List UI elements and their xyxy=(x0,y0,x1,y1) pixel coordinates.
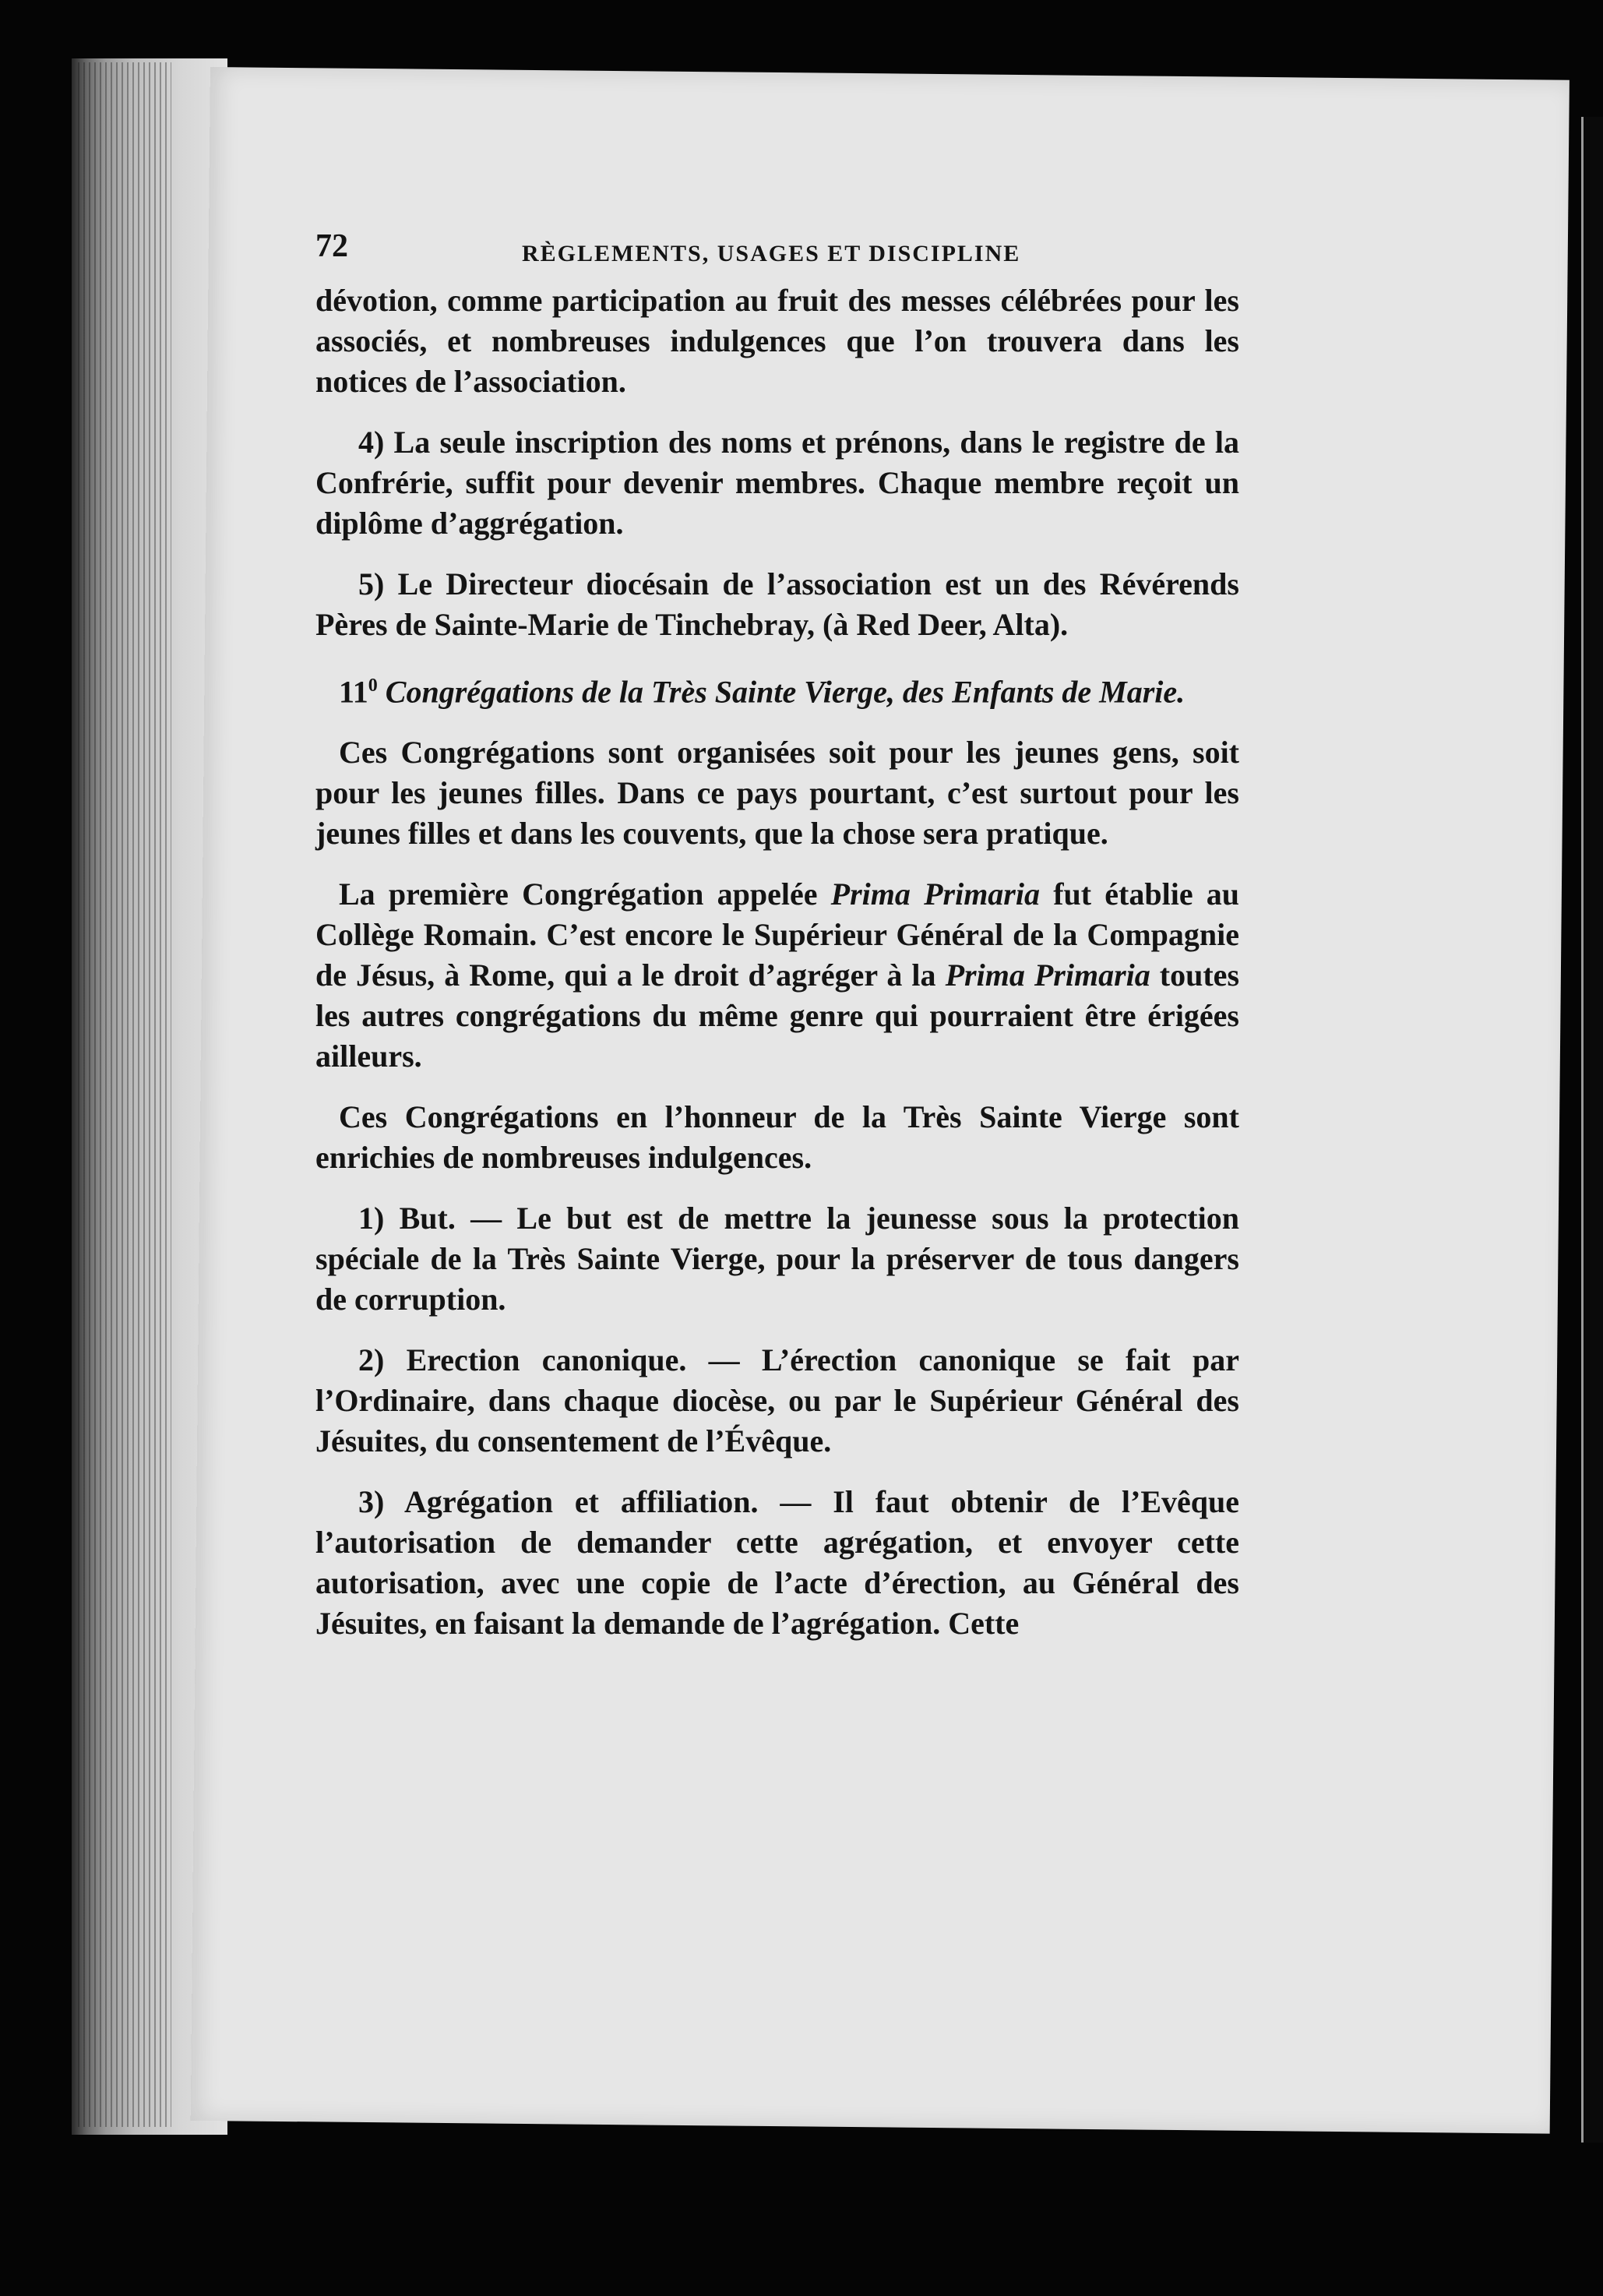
text-segment: La première Congrégation appelée xyxy=(339,876,818,912)
text-segment: toutes les autres congrégations du même genre qui pourraient être érigées ailleurs. xyxy=(315,958,1240,1074)
next-page-edge xyxy=(1581,117,1603,2143)
paragraph-item-but: 1) But. — Le but est de mettre la jeunesse sous la protection spéciale de la Très Sainte Vierge, pour la préserver de tous dangers de corruption. xyxy=(315,1201,1239,1317)
paragraph-item-5: 5) Le Directeur diocésain de l’association est un des Révérends Pères de Sainte-Marie de Tinchebray, (à Red Deer, Alta). xyxy=(315,566,1239,642)
page-stack-lines xyxy=(78,62,171,2127)
page-number: 72 xyxy=(315,228,348,264)
paragraph-congregations: Ces Congrégations sont organisées soit pour les jeunes gens, soit pour les jeunes filles. Dans ce pays pourtant, c’est surtout pour les jeunes filles et dans les couvents, que la chose sera pratique. xyxy=(315,735,1239,852)
paragraph-indulgences: Ces Congrégations en l’honneur de la Très Sainte Vierge sont enrichies de nombreuses indulgences. xyxy=(315,1099,1239,1176)
paragraph-continuation: dévotion, comme participation au fruit des messes célébrées pour les associés, et nombreuses indulgences que l’on trouvera dans les notices de l’association. xyxy=(315,283,1239,399)
section-heading xyxy=(315,665,1239,712)
paragraph-item-4: 4) La seule inscription des noms et prénons, dans le registre de la Confrérie, suffit pour devenir membres. Chaque membre reçoit un diplôme d’aggrégation. xyxy=(315,425,1239,541)
paragraph-item-erection: 2) Erection canonique. — L’érection canonique se fait par l’Ordinaire, dans chaque diocèse, ou par le Supérieur Général des Jésuites, du consentement de l’Évêque. xyxy=(315,1342,1239,1459)
running-head: RÈGLEMENTS, USAGES ET DISCIPLINE xyxy=(522,241,1021,266)
text-segment: fut établie au Collège Romain. C’est encore le Supérieur Général de la Compagnie de Jésus, à Rome, qui a le droit d’agréger à la xyxy=(315,876,1240,993)
section-title: Congrégations de la Très Sainte Vierge, des Enfants de Marie. xyxy=(385,674,1186,710)
paragraph-item-agregation: 3) Agrégation et affiliation. — Il faut obtenir de l’Evêque l’autorisation de demander cette agrégation, et envoyer cette autorisation, avec une copie de l’acte d’érection, au Général des Jésuites, en faisant la demande de l’agrégation. Cette xyxy=(315,1484,1239,1642)
italic-term: Prima Primaria xyxy=(830,876,1040,912)
section-degree: 0 xyxy=(368,675,378,696)
paragraph-prima-primaria xyxy=(315,874,1239,1077)
italic-term: Prima Primaria xyxy=(945,958,1150,993)
page-header xyxy=(315,226,1239,280)
page-text xyxy=(315,226,1239,1664)
section-number: 11 xyxy=(339,674,368,710)
